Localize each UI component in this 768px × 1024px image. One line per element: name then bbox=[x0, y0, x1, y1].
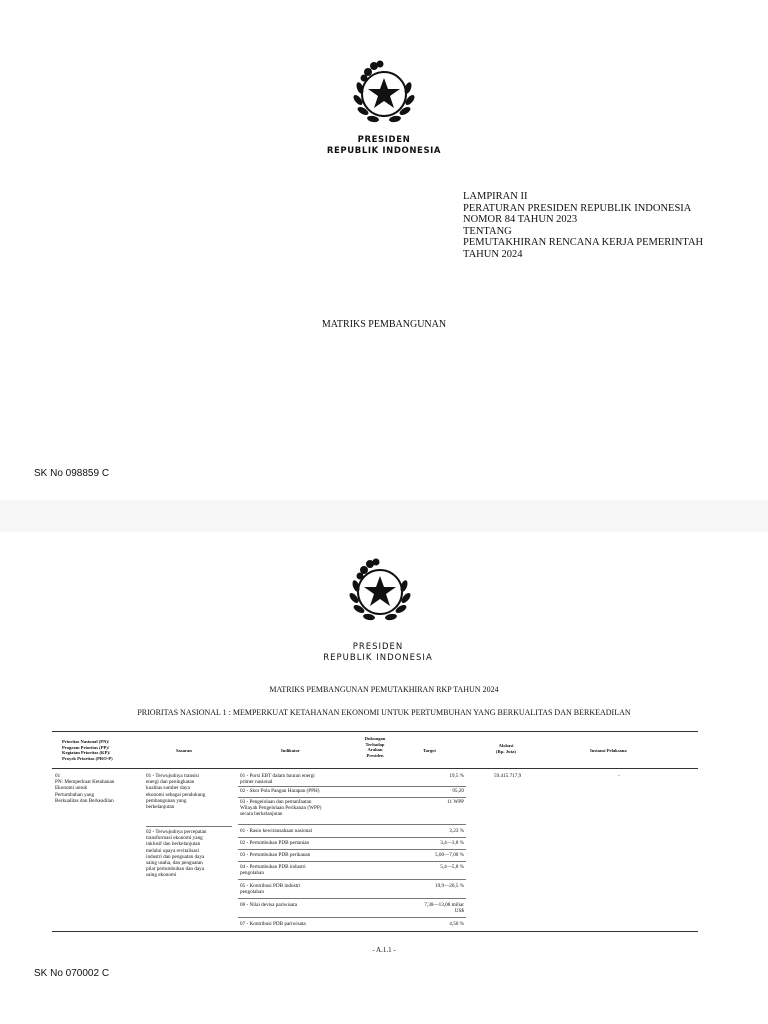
indikator-cell bbox=[240, 852, 355, 858]
row-divider bbox=[238, 797, 466, 798]
col-header-line: Terhadap bbox=[365, 741, 385, 747]
letterhead-line-1: PRESIDEN bbox=[352, 642, 404, 652]
table-bottom-rule bbox=[52, 931, 698, 932]
indikator-line: 01 - Rasio kewirausahaan nasional bbox=[240, 828, 313, 834]
lampiran-line: TAHUN 2024 bbox=[463, 248, 523, 260]
target-line: 11 WPP bbox=[447, 799, 464, 805]
row-divider bbox=[238, 849, 466, 850]
indikator-line: 04 - Pertumbuhan PDB industri bbox=[240, 864, 306, 870]
page-gap bbox=[0, 500, 768, 532]
col-header-alokasi bbox=[486, 743, 526, 754]
target-cell bbox=[400, 902, 464, 914]
pn-cell-line: Pertumbuhan yang bbox=[55, 791, 95, 798]
indikator-line: primer nasional bbox=[240, 779, 273, 786]
lampiran-line: TENTANG bbox=[463, 225, 512, 237]
sasaran-line: saing ekonomi bbox=[146, 872, 177, 879]
col-header-line: Kegiatan Prioritas (KP)/ bbox=[62, 750, 111, 756]
row-divider bbox=[238, 917, 466, 918]
target-cell bbox=[400, 828, 464, 834]
sasaran-line: inklusif dan berkelanjutan bbox=[146, 841, 201, 848]
indikator-line: pengolahan bbox=[240, 889, 264, 896]
indikator-cell bbox=[240, 864, 355, 876]
col-header-target: Target bbox=[423, 748, 436, 753]
letterhead-line-1: PRESIDEN bbox=[357, 135, 411, 145]
sasaran-line: pembangunan yang bbox=[146, 797, 187, 804]
sasaran-divider bbox=[146, 826, 232, 827]
row-divider bbox=[238, 879, 466, 880]
indikator-line: pengolahan bbox=[240, 870, 264, 877]
target-line: 19,5 % bbox=[449, 773, 464, 779]
garuda-emblem-icon bbox=[348, 58, 420, 130]
lampiran-line: PERATURAN PRESIDEN REPUBLIK INDONESIA bbox=[463, 202, 692, 214]
col-header-line: Presiden bbox=[366, 752, 384, 758]
document-title: MATRIKS PEMBANGUNAN bbox=[321, 319, 447, 330]
sasaran-line: berkelanjutan bbox=[146, 804, 175, 811]
row-divider bbox=[238, 861, 466, 862]
sk-number: SK No 098859 C bbox=[34, 468, 110, 479]
indikator-line: 06 - Nilai devisa pariwisata bbox=[240, 902, 298, 908]
letterhead bbox=[284, 135, 484, 157]
sasaran-line: melalui upaya revitalisasi bbox=[146, 847, 200, 854]
indikator-line: 07 - Kontribusi PDB pariwisata bbox=[240, 921, 306, 927]
col-header-instansi: Instansi Pelaksana bbox=[590, 748, 627, 753]
instansi-value: - bbox=[618, 773, 620, 779]
garuda-emblem-icon bbox=[344, 556, 416, 628]
sasaran-line: ekonomi sebagai pendukung bbox=[146, 791, 206, 798]
document-page-2 bbox=[0, 532, 768, 1024]
target-line: 5,4—5,8 % bbox=[440, 864, 464, 870]
lampiran-line: PEMUTAKHIRAN RENCANA KERJA PEMERINTAH bbox=[463, 237, 704, 249]
col-header-dukungan bbox=[358, 736, 392, 758]
indikator-cell bbox=[240, 788, 355, 794]
target-cell bbox=[400, 788, 464, 794]
pn-cell bbox=[55, 773, 141, 804]
col-header-line: Program Prioritas (PP)/ bbox=[62, 744, 110, 750]
col-header-line: Prioritas Nasional (PN)/ bbox=[62, 739, 110, 744]
target-cell bbox=[400, 840, 464, 846]
indikator-cell bbox=[240, 840, 355, 846]
indikator-cell bbox=[240, 902, 355, 908]
target-line: 3,4—3,8 % bbox=[440, 840, 464, 846]
row-divider bbox=[238, 824, 466, 825]
target-line: 5,00—7,00 % bbox=[435, 852, 464, 858]
indikator-cell bbox=[240, 799, 360, 818]
row-divider bbox=[238, 786, 466, 787]
sk-number: SK No 070002 C bbox=[34, 968, 110, 979]
target-line: 19,9—20,5 % bbox=[435, 883, 464, 889]
col-header-line: Proyek Prioritas (PRO-P) bbox=[62, 755, 113, 761]
target-line: US$ bbox=[454, 908, 464, 915]
letterhead-line-2: REPUBLIK INDONESIA bbox=[323, 653, 433, 663]
pn-cell-line: 01 bbox=[55, 773, 61, 779]
sasaran-line: energi dan peningkatan bbox=[146, 779, 195, 786]
indikator-line: 01 - Porsi EBT dalam bauran energi bbox=[240, 773, 315, 779]
col-header-line: Alokasi bbox=[498, 743, 514, 748]
col-header-line: (Rp. Juta) bbox=[496, 748, 516, 754]
indikator-cell bbox=[240, 883, 355, 895]
alokasi-value: 59.415.717,9 bbox=[494, 773, 522, 779]
indikator-line: Wilayah Pengelolaan Perikanan (WPP) bbox=[240, 805, 322, 812]
table-header-rule bbox=[52, 768, 698, 769]
col-header-line: Dukungan bbox=[364, 736, 386, 741]
sasaran-cell-2 bbox=[146, 829, 232, 879]
target-cell bbox=[400, 852, 464, 858]
letterhead bbox=[278, 642, 478, 664]
sasaran-line: pilar pertumbuhan dan daya bbox=[146, 866, 205, 873]
lampiran-block bbox=[463, 191, 703, 261]
lampiran-line: LAMPIRAN II bbox=[463, 191, 528, 202]
pn-cell-line: Ekonomi untuk bbox=[55, 785, 88, 792]
target-line: 3,23 % bbox=[449, 828, 464, 834]
col-header-indikator: Indikator bbox=[281, 748, 300, 753]
sasaran-line: kualitas sumber daya bbox=[146, 785, 190, 792]
indikator-line: 05 - Kontribusi PDB industri bbox=[240, 883, 301, 889]
target-cell bbox=[400, 799, 464, 805]
sasaran-line: saing usaha, dan penguatan bbox=[146, 860, 203, 867]
target-line: 7,38—13,08 miliar bbox=[424, 902, 464, 908]
col-header-sasaran: Sasaran bbox=[176, 748, 192, 753]
row-divider bbox=[238, 898, 466, 899]
target-cell bbox=[400, 864, 464, 870]
indikator-line: 03 - Pengelolaan dan pemanfaatan bbox=[240, 799, 312, 805]
target-line: 4,50 % bbox=[449, 921, 464, 927]
col-header-prioritas bbox=[62, 739, 146, 761]
letterhead-line-2: REPUBLIK INDONESIA bbox=[326, 146, 442, 156]
pn-cell-line: Berkualitas dan Berkeadilan bbox=[55, 797, 114, 804]
sasaran-line: industri dan penguatan daya bbox=[146, 853, 205, 860]
col-header-line: Arahan bbox=[367, 747, 383, 753]
target-cell bbox=[400, 921, 464, 927]
target-line: 95,20 bbox=[452, 788, 464, 794]
sasaran-line: 01 - Terwujudnya transisi bbox=[146, 773, 199, 779]
row-divider bbox=[238, 837, 466, 838]
table-top-rule bbox=[52, 731, 698, 732]
pn-cell-line: PN: Memperkuat Ketahanan bbox=[55, 779, 115, 786]
matrix-title: MATRIKS PEMBANGUNAN PEMUTAKHIRAN RKP TAHUN 2024 bbox=[269, 685, 499, 694]
indikator-line: 03 - Pertumbuhan PDB perikanan bbox=[240, 852, 311, 858]
lampiran-line: NOMOR 84 TAHUN 2023 bbox=[463, 214, 578, 226]
sasaran-line: 02 - Terwujudnya percepatan bbox=[146, 829, 207, 835]
indikator-cell bbox=[240, 921, 355, 927]
page-number: - A.1.1 - bbox=[372, 946, 396, 954]
indikator-cell bbox=[240, 773, 355, 785]
indikator-line: secara berkelanjutan bbox=[240, 811, 283, 818]
document-page-1 bbox=[0, 0, 768, 500]
target-cell bbox=[400, 773, 464, 779]
sasaran-cell-1 bbox=[146, 773, 232, 810]
priority-heading: PRIORITAS NASIONAL 1 : MEMPERKUAT KETAHANAN EKONOMI UNTUK PERTUMBUHAN YANG BERKUALITAS DAN BERKEADILAN bbox=[137, 708, 631, 717]
sasaran-line: transformasi ekonomi yang bbox=[146, 835, 203, 842]
target-cell bbox=[400, 883, 464, 889]
indikator-cell bbox=[240, 828, 355, 834]
indikator-line: 02 - Pertumbuhan PDB pertanian bbox=[240, 840, 310, 846]
indikator-line: 02 - Skor Pola Pangan Harapan (PPH) bbox=[240, 788, 320, 794]
